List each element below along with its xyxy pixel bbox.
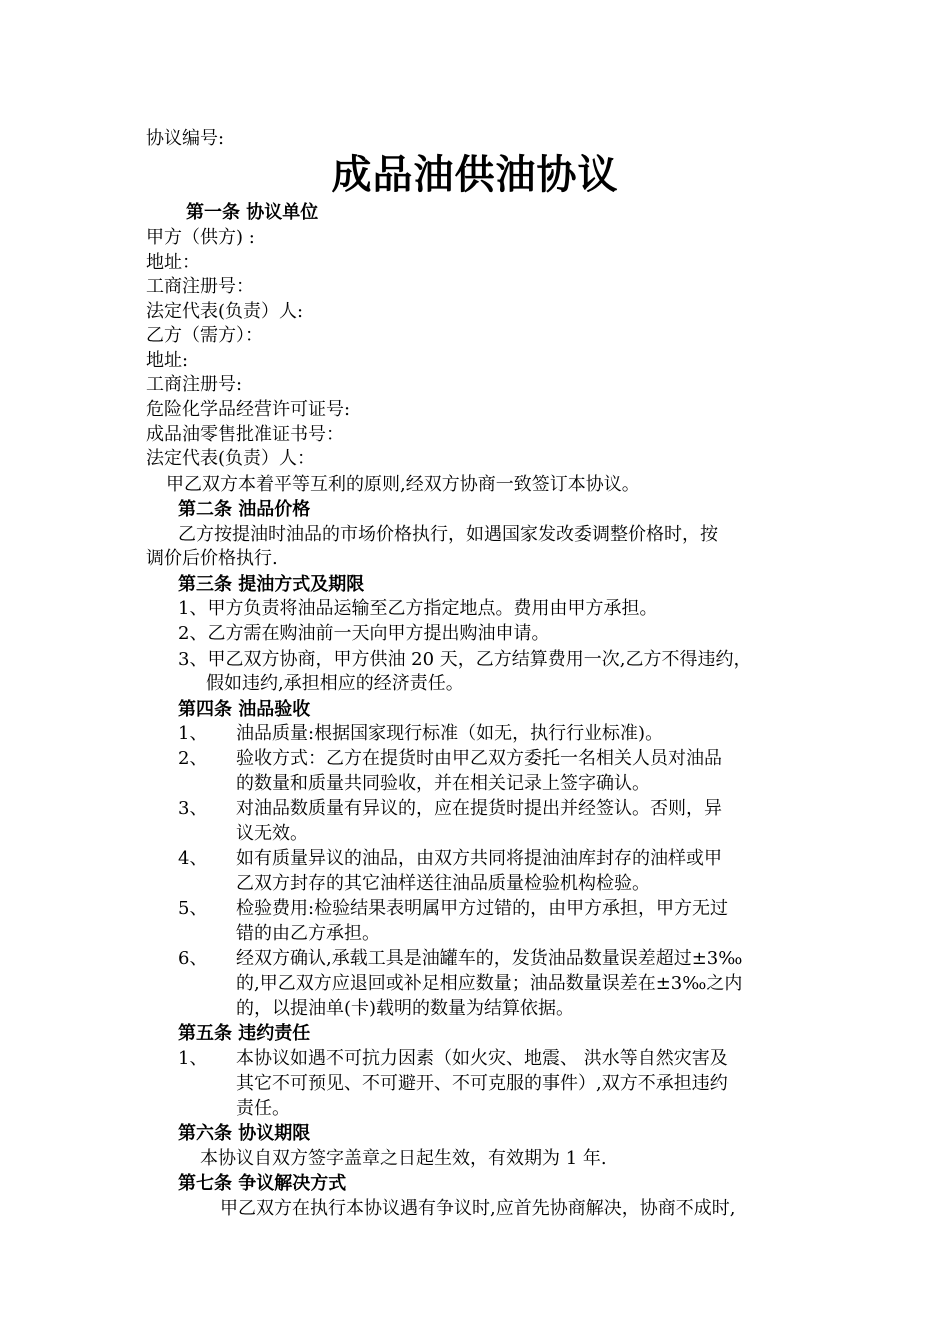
article-5-heading: 第五条 违约责任 [178,1023,311,1044]
article-5-item-1-line-2: 其它不可预见、不可避开、不可克服的事件）,双方不承担违约 [236,1073,728,1094]
article-4-item-1-number: 1、 [178,723,208,744]
article-1-closing: 甲乙双方本着平等互利的原则,经双方协商一致签订本协议。 [166,474,640,495]
party-b-retail-certificate: 成品油零售批准证书号： [146,424,344,445]
agreement-number-label: 协议编号: [146,128,225,149]
article-5-item-1-line-1: 本协议如遇不可抗力因素（如火灾、地震、 洪水等自然灾害及 [236,1048,728,1069]
party-a-line: 甲方（供方) : [146,227,255,248]
article-3-heading: 第三条 提油方式及期限 [178,574,365,595]
article-4-item-3-number: 3、 [178,798,208,819]
article-4-item-6-line-2: 的,甲乙双方应退回或补足相应数量；油品数量误差在±3‰之内 [236,973,743,994]
article-3-item-1: 1、甲方负责将油品运输至乙方指定地点。费用由甲方承担。 [178,598,658,619]
document-title: 成品油供油协议 [331,152,619,198]
article-4-item-3-line-2: 议无效。 [236,823,308,844]
article-4-item-4-line-2: 乙双方封存的其它油样送往油品质量检验机构检验。 [236,873,650,894]
article-3-item-3-line-2: 假如违约,承担相应的经济责任。 [206,673,464,694]
article-2-text-line-1: 乙方按提油时油品的市场价格执行，如遇国家发改委调整价格时，按 [178,524,718,545]
article-2-heading: 第二条 油品价格 [178,499,311,520]
article-7-text: 甲乙双方在执行本协议遇有争议时,应首先协商解决，协商不成时, [220,1198,736,1219]
article-4-item-3-line-1: 对油品数质量有异议的，应在提货时提出并经签认。否则，异 [236,798,722,819]
article-4-item-2-line-2: 的数量和质量共同验收，并在相关记录上签字确认。 [236,773,650,794]
article-4-heading: 第四条 油品验收 [178,699,311,720]
party-b-representative: 法定代表(负责）人： [146,448,316,469]
party-a-representative: 法定代表(负责）人: [146,301,304,322]
party-b-address: 地址: [146,350,189,371]
article-5-item-1-line-3: 责任。 [236,1098,290,1119]
article-3-item-3-line-1: 3、甲乙双方协商，甲方供油 20 天，乙方结算费用一次,乙方不得违约， [178,649,752,670]
article-6-heading: 第六条 协议期限 [178,1123,311,1144]
article-4-item-6-line-3: 的，以提油单(卡)载明的数量为结算依据。 [236,998,575,1019]
article-5-item-1-number: 1、 [178,1048,208,1069]
article-4-item-2-line-1: 验收方式：乙方在提货时由甲乙双方委托一名相关人员对油品 [236,748,722,769]
party-a-address: 地址： [146,252,200,273]
party-a-registration: 工商注册号： [146,276,254,297]
article-3-item-2: 2、乙方需在购油前一天向甲方提出购油申请。 [178,623,550,644]
article-4-item-1-line-1: 油品质量:根据国家现行标准（如无，执行行业标准)。 [236,723,664,744]
article-7-heading: 第七条 争议解决方式 [178,1173,347,1194]
article-4-item-5-number: 5、 [178,898,208,919]
article-4-item-4-number: 4、 [178,848,208,869]
party-b-line: 乙方（需方）： [146,325,263,346]
article-2-text-line-2: 调价后价格执行. [146,548,278,569]
article-4-item-6-line-1: 经双方确认,承载工具是油罐车的，发货油品数量误差超过±3‰ [236,948,743,969]
article-6-text: 本协议自双方签字盖章之日起生效，有效期为 1 年. [200,1148,607,1169]
article-4-item-4-line-1: 如有质量异议的油品，由双方共同将提油油库封存的油样或甲 [236,848,722,869]
article-1-heading: 第一条 协议单位 [186,202,319,223]
article-4-item-6-number: 6、 [178,948,208,969]
article-4-item-5-line-1: 检验费用:检验结果表明属甲方过错的，由甲方承担，甲方无过 [236,898,729,919]
party-b-hazmat-license: 危险化学品经营许可证号: [146,399,351,420]
article-4-item-2-number: 2、 [178,748,208,769]
article-4-item-5-line-2: 错的由乙方承担。 [236,923,380,944]
party-b-registration: 工商注册号: [146,374,243,395]
